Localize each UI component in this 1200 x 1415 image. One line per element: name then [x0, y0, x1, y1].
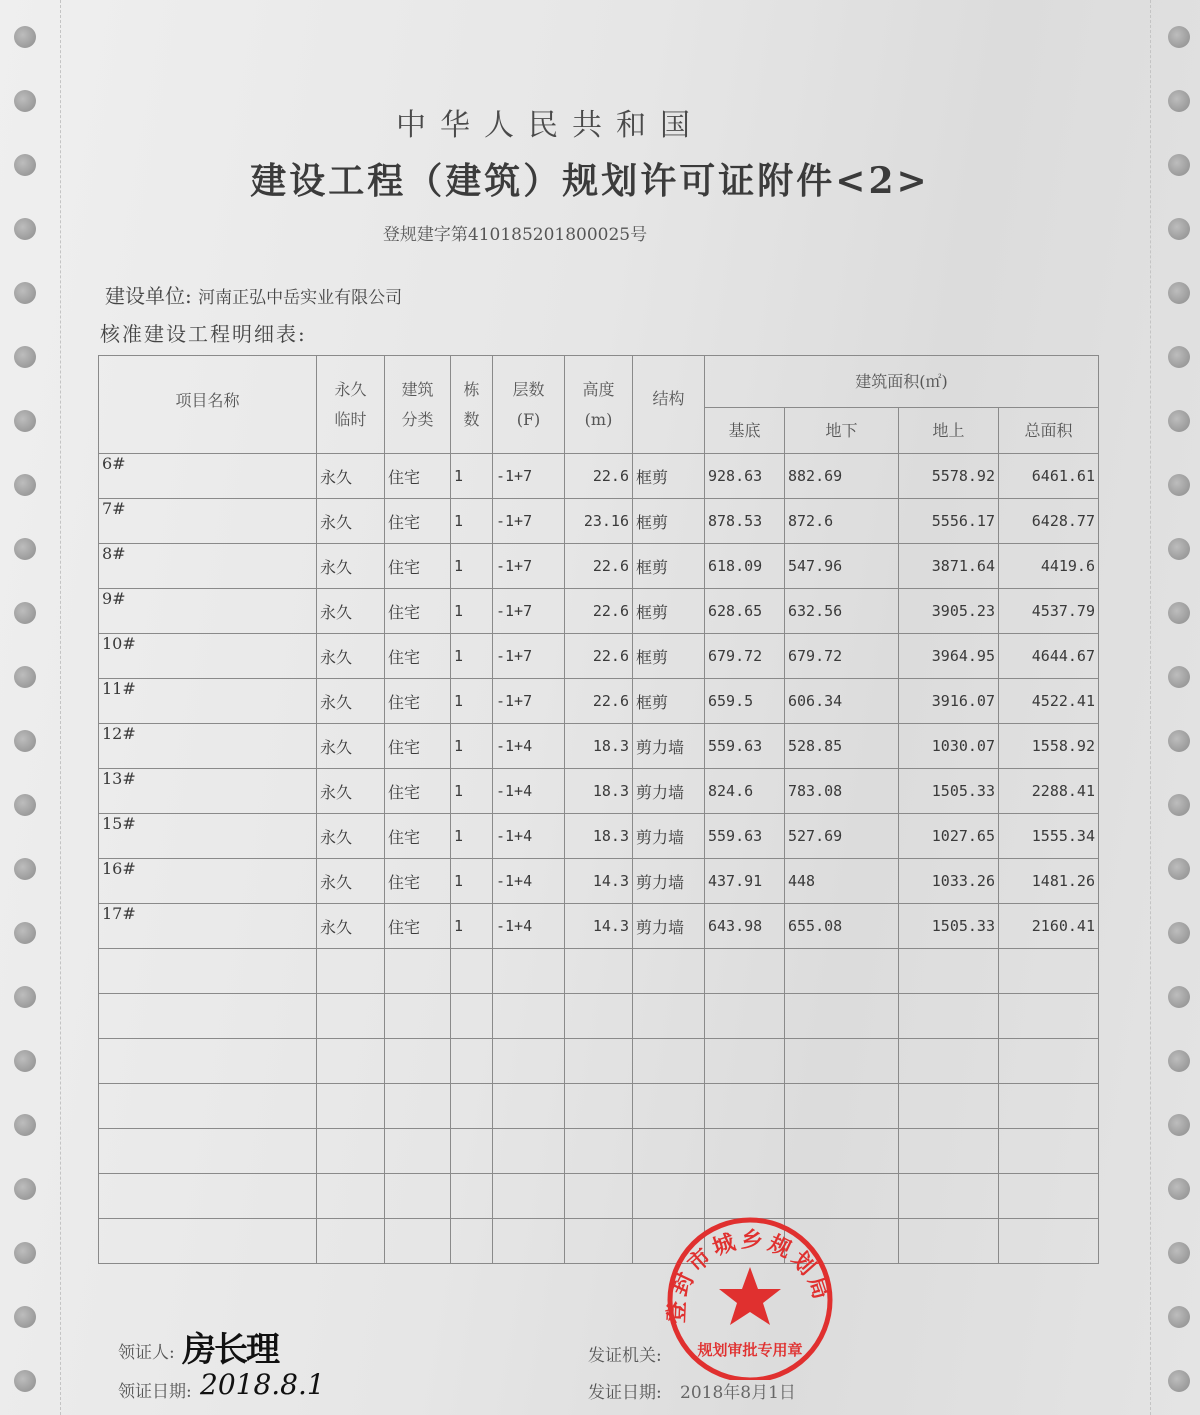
- table-row: [99, 724, 1099, 769]
- cell-floors: -1+7: [493, 454, 565, 499]
- cell-base: 824.6: [705, 769, 785, 814]
- seal-ring-text: 登封市城乡规划局: [664, 1227, 835, 1324]
- document-title: 建设工程（建筑）规划许可证附件<2>: [250, 160, 930, 202]
- tractor-hole: [1168, 1370, 1190, 1392]
- cell-count: 1: [451, 499, 493, 544]
- cell-count: 1: [451, 589, 493, 634]
- empty-cell: [99, 1129, 317, 1174]
- cell-total: 6428.77: [999, 499, 1099, 544]
- cell-height: 23.16: [565, 499, 633, 544]
- cell-above: 3871.64: [899, 544, 999, 589]
- cell-count: 1: [451, 679, 493, 724]
- cell-struct: 剪力墙: [633, 904, 705, 949]
- cell-name: 7#: [99, 499, 317, 544]
- empty-cell: [705, 1129, 785, 1174]
- cell-above: 5578.92: [899, 454, 999, 499]
- empty-cell: [385, 1039, 451, 1084]
- cell-cat: 住宅: [385, 634, 451, 679]
- empty-cell: [385, 1129, 451, 1174]
- table-title: 核准建设工程明细表:: [100, 322, 307, 346]
- cell-name: 9#: [99, 589, 317, 634]
- empty-cell: [317, 1039, 385, 1084]
- project-detail-table: [98, 355, 1099, 1264]
- tractor-hole: [1168, 1242, 1190, 1264]
- empty-cell: [999, 1219, 1099, 1264]
- cell-count: 1: [451, 634, 493, 679]
- cell-base: 618.09: [705, 544, 785, 589]
- cell-height: 18.3: [565, 769, 633, 814]
- tractor-hole: [14, 1114, 36, 1136]
- cell-name: 15#: [99, 814, 317, 859]
- cell-total: 2160.41: [999, 904, 1099, 949]
- cell-total: 4537.79: [999, 589, 1099, 634]
- empty-cell: [999, 994, 1099, 1039]
- cell-struct: 框剪: [633, 634, 705, 679]
- tractor-hole: [1168, 1050, 1190, 1072]
- empty-row: [99, 949, 1099, 994]
- receive-date-label: 领证日期:: [118, 1382, 192, 1402]
- empty-cell: [705, 1084, 785, 1129]
- seal-bottom-text: 规划审批专用章: [697, 1341, 803, 1359]
- empty-cell: [317, 1174, 385, 1219]
- cell-under: 783.08: [785, 769, 899, 814]
- tractor-hole: [14, 794, 36, 816]
- empty-cell: [785, 994, 899, 1039]
- cell-perm: 永久: [317, 724, 385, 769]
- tractor-hole: [1168, 858, 1190, 880]
- cell-struct: 框剪: [633, 679, 705, 724]
- empty-cell: [317, 1129, 385, 1174]
- tractor-hole: [14, 538, 36, 560]
- cell-base: 679.72: [705, 634, 785, 679]
- cell-above: 1505.33: [899, 904, 999, 949]
- empty-cell: [705, 949, 785, 994]
- cell-height: 22.6: [565, 634, 633, 679]
- tractor-hole: [14, 282, 36, 304]
- cell-cat: 住宅: [385, 769, 451, 814]
- cell-total: 4644.67: [999, 634, 1099, 679]
- empty-cell: [385, 949, 451, 994]
- cell-base: 628.65: [705, 589, 785, 634]
- empty-cell: [705, 994, 785, 1039]
- empty-cell: [493, 1219, 565, 1264]
- cell-above: 1033.26: [899, 859, 999, 904]
- table-row: [99, 499, 1099, 544]
- empty-cell: [493, 994, 565, 1039]
- empty-cell: [317, 949, 385, 994]
- cell-base: 878.53: [705, 499, 785, 544]
- cell-under: 547.96: [785, 544, 899, 589]
- col-header-underground: 地下: [785, 408, 899, 454]
- empty-cell: [999, 1129, 1099, 1174]
- official-seal: [655, 1205, 845, 1380]
- cell-perm: 永久: [317, 454, 385, 499]
- cell-count: 1: [451, 814, 493, 859]
- cell-cat: 住宅: [385, 454, 451, 499]
- tractor-hole: [1168, 474, 1190, 496]
- cell-total: 2288.41: [999, 769, 1099, 814]
- tractor-hole: [14, 346, 36, 368]
- empty-row: [99, 1084, 1099, 1129]
- col-header-area-group: 建筑面积(㎡): [705, 356, 1099, 408]
- cell-cat: 住宅: [385, 679, 451, 724]
- cell-floors: -1+7: [493, 634, 565, 679]
- tractor-hole: [1168, 1114, 1190, 1136]
- empty-cell: [999, 949, 1099, 994]
- col-header-aboveground: 地上: [899, 408, 999, 454]
- empty-cell: [493, 1174, 565, 1219]
- cell-perm: 永久: [317, 769, 385, 814]
- cell-height: 22.6: [565, 589, 633, 634]
- empty-row: [99, 994, 1099, 1039]
- table-row: [99, 634, 1099, 679]
- issuer-label: 发证机关:: [588, 1346, 662, 1366]
- cell-count: 1: [451, 454, 493, 499]
- tractor-hole: [14, 1050, 36, 1072]
- col-header-floors: 层数 (F): [493, 356, 565, 454]
- cell-above: 3905.23: [899, 589, 999, 634]
- cell-name: 6#: [99, 454, 317, 499]
- cell-total: 1481.26: [999, 859, 1099, 904]
- cell-under: 679.72: [785, 634, 899, 679]
- tractor-hole: [14, 474, 36, 496]
- cell-base: 437.91: [705, 859, 785, 904]
- receiver-signature: 房长理: [182, 1330, 278, 1370]
- receiver-label: 领证人:: [118, 1343, 175, 1363]
- empty-cell: [493, 1084, 565, 1129]
- cell-floors: -1+7: [493, 499, 565, 544]
- tractor-hole: [1168, 538, 1190, 560]
- cell-above: 3964.95: [899, 634, 999, 679]
- empty-cell: [565, 1174, 633, 1219]
- empty-row: [99, 1129, 1099, 1174]
- cell-cat: 住宅: [385, 544, 451, 589]
- empty-cell: [899, 1129, 999, 1174]
- table-row: [99, 544, 1099, 589]
- cell-under: 527.69: [785, 814, 899, 859]
- empty-cell: [899, 1084, 999, 1129]
- cell-name: 13#: [99, 769, 317, 814]
- col-header-base: 基底: [705, 408, 785, 454]
- empty-cell: [451, 1219, 493, 1264]
- cell-cat: 住宅: [385, 589, 451, 634]
- tractor-hole: [14, 1370, 36, 1392]
- cell-total: 6461.61: [999, 454, 1099, 499]
- empty-cell: [317, 1219, 385, 1264]
- tractor-hole: [1168, 90, 1190, 112]
- table-row: [99, 859, 1099, 904]
- cell-base: 659.5: [705, 679, 785, 724]
- cell-count: 1: [451, 724, 493, 769]
- empty-cell: [565, 1219, 633, 1264]
- empty-cell: [633, 1129, 705, 1174]
- table-row: [99, 904, 1099, 949]
- table-row: [99, 589, 1099, 634]
- cell-struct: 剪力墙: [633, 769, 705, 814]
- cell-total: 1555.34: [999, 814, 1099, 859]
- tractor-hole: [14, 1242, 36, 1264]
- empty-cell: [385, 1084, 451, 1129]
- empty-cell: [899, 1039, 999, 1084]
- tractor-hole: [1168, 218, 1190, 240]
- cell-struct: 剪力墙: [633, 814, 705, 859]
- cell-base: 559.63: [705, 814, 785, 859]
- cell-perm: 永久: [317, 589, 385, 634]
- cell-under: 606.34: [785, 679, 899, 724]
- cell-perm: 永久: [317, 499, 385, 544]
- cell-height: 18.3: [565, 814, 633, 859]
- cell-count: 1: [451, 769, 493, 814]
- empty-cell: [99, 1174, 317, 1219]
- permit-number: 登规建字第410185201800025号: [382, 225, 648, 245]
- cell-floors: -1+4: [493, 859, 565, 904]
- cell-count: 1: [451, 544, 493, 589]
- empty-cell: [451, 1084, 493, 1129]
- cell-height: 18.3: [565, 724, 633, 769]
- empty-cell: [565, 1129, 633, 1174]
- tractor-hole: [14, 858, 36, 880]
- cell-perm: 永久: [317, 679, 385, 724]
- table-row: [99, 814, 1099, 859]
- cell-name: 17#: [99, 904, 317, 949]
- construction-unit: [105, 280, 402, 309]
- cell-above: 1027.65: [899, 814, 999, 859]
- tractor-hole: [14, 410, 36, 432]
- empty-cell: [565, 949, 633, 994]
- tractor-hole: [1168, 26, 1190, 48]
- cell-under: 528.85: [785, 724, 899, 769]
- cell-base: 559.63: [705, 724, 785, 769]
- cell-height: 14.3: [565, 904, 633, 949]
- empty-cell: [999, 1084, 1099, 1129]
- tractor-hole: [1168, 346, 1190, 368]
- country-heading: 中华人民共和国: [396, 108, 704, 143]
- empty-cell: [317, 994, 385, 1039]
- receive-date: 2018.8.1: [200, 1368, 325, 1401]
- cell-floors: -1+4: [493, 904, 565, 949]
- cell-base: 643.98: [705, 904, 785, 949]
- cell-name: 11#: [99, 679, 317, 724]
- cell-struct: 框剪: [633, 544, 705, 589]
- empty-cell: [565, 1084, 633, 1129]
- cell-under: 632.56: [785, 589, 899, 634]
- tractor-hole: [1168, 922, 1190, 944]
- cell-height: 22.6: [565, 454, 633, 499]
- cell-perm: 永久: [317, 544, 385, 589]
- cell-above: 5556.17: [899, 499, 999, 544]
- left-perforation: [60, 0, 63, 1415]
- empty-cell: [99, 1219, 317, 1264]
- cell-name: 16#: [99, 859, 317, 904]
- cell-floors: -1+4: [493, 814, 565, 859]
- tractor-hole: [1168, 410, 1190, 432]
- cell-height: 22.6: [565, 544, 633, 589]
- cell-floors: -1+7: [493, 544, 565, 589]
- empty-cell: [785, 1039, 899, 1084]
- tractor-hole: [14, 1178, 36, 1200]
- empty-cell: [451, 994, 493, 1039]
- cell-above: 1505.33: [899, 769, 999, 814]
- tractor-hole: [1168, 282, 1190, 304]
- col-header-height: 高度 (m): [565, 356, 633, 454]
- cell-struct: 框剪: [633, 454, 705, 499]
- empty-cell: [565, 1039, 633, 1084]
- empty-cell: [451, 1129, 493, 1174]
- empty-cell: [705, 1039, 785, 1084]
- tractor-hole: [14, 1306, 36, 1328]
- empty-cell: [451, 949, 493, 994]
- empty-cell: [899, 994, 999, 1039]
- empty-cell: [99, 994, 317, 1039]
- empty-cell: [633, 1084, 705, 1129]
- empty-cell: [899, 1219, 999, 1264]
- cell-struct: 框剪: [633, 589, 705, 634]
- empty-row: [99, 1219, 1099, 1264]
- cell-perm: 永久: [317, 814, 385, 859]
- tractor-hole: [14, 730, 36, 752]
- table-row: [99, 769, 1099, 814]
- cell-base: 928.63: [705, 454, 785, 499]
- col-header-structure: 结构: [633, 356, 705, 454]
- construction-unit-label: 建设单位:: [105, 284, 192, 308]
- tractor-hole: [14, 986, 36, 1008]
- cell-cat: 住宅: [385, 904, 451, 949]
- cell-perm: 永久: [317, 634, 385, 679]
- empty-cell: [99, 949, 317, 994]
- empty-row: [99, 1174, 1099, 1219]
- cell-height: 22.6: [565, 679, 633, 724]
- cell-cat: 住宅: [385, 814, 451, 859]
- cell-floors: -1+4: [493, 724, 565, 769]
- right-tractor-holes: [1168, 0, 1198, 1415]
- cell-struct: 框剪: [633, 499, 705, 544]
- cell-floors: -1+7: [493, 679, 565, 724]
- empty-cell: [317, 1084, 385, 1129]
- cell-under: 448: [785, 859, 899, 904]
- empty-cell: [385, 994, 451, 1039]
- empty-cell: [999, 1039, 1099, 1084]
- issue-date-label: 发证日期:: [588, 1383, 662, 1403]
- cell-name: 8#: [99, 544, 317, 589]
- tractor-hole: [1168, 986, 1190, 1008]
- empty-cell: [999, 1174, 1099, 1219]
- cell-cat: 住宅: [385, 499, 451, 544]
- empty-row: [99, 1039, 1099, 1084]
- cell-above: 1030.07: [899, 724, 999, 769]
- cell-perm: 永久: [317, 904, 385, 949]
- empty-cell: [493, 1129, 565, 1174]
- empty-cell: [493, 949, 565, 994]
- cell-total: 1558.92: [999, 724, 1099, 769]
- empty-cell: [785, 1084, 899, 1129]
- cell-name: 10#: [99, 634, 317, 679]
- right-perforation: [1150, 0, 1153, 1415]
- cell-total: 4522.41: [999, 679, 1099, 724]
- empty-cell: [385, 1174, 451, 1219]
- cell-total: 4419.6: [999, 544, 1099, 589]
- empty-cell: [385, 1219, 451, 1264]
- col-header-category: 建筑 分类: [385, 356, 451, 454]
- empty-cell: [899, 1174, 999, 1219]
- empty-cell: [633, 994, 705, 1039]
- tractor-hole: [1168, 602, 1190, 624]
- cell-floors: -1+4: [493, 769, 565, 814]
- col-header-name: 项目名称: [99, 356, 317, 454]
- empty-cell: [785, 1129, 899, 1174]
- tractor-hole: [14, 26, 36, 48]
- tractor-hole: [14, 922, 36, 944]
- empty-cell: [899, 949, 999, 994]
- tractor-hole: [14, 602, 36, 624]
- cell-count: 1: [451, 904, 493, 949]
- issue-date: 2018年8月1日: [680, 1383, 796, 1403]
- cell-perm: 永久: [317, 859, 385, 904]
- col-header-count: 栋 数: [451, 356, 493, 454]
- cell-above: 3916.07: [899, 679, 999, 724]
- cell-height: 14.3: [565, 859, 633, 904]
- cell-under: 655.08: [785, 904, 899, 949]
- tractor-hole: [1168, 794, 1190, 816]
- empty-cell: [451, 1174, 493, 1219]
- empty-cell: [493, 1039, 565, 1084]
- empty-cell: [451, 1039, 493, 1084]
- col-header-total: 总面积: [999, 408, 1099, 454]
- empty-cell: [785, 949, 899, 994]
- cell-count: 1: [451, 859, 493, 904]
- tractor-hole: [1168, 1178, 1190, 1200]
- cell-struct: 剪力墙: [633, 859, 705, 904]
- cell-under: 872.6: [785, 499, 899, 544]
- cell-struct: 剪力墙: [633, 724, 705, 769]
- tractor-hole: [1168, 730, 1190, 752]
- left-tractor-holes: [14, 0, 44, 1415]
- empty-cell: [565, 994, 633, 1039]
- cell-cat: 住宅: [385, 724, 451, 769]
- construction-unit-value: 河南正弘中岳实业有限公司: [198, 288, 403, 308]
- cell-under: 882.69: [785, 454, 899, 499]
- tractor-hole: [1168, 666, 1190, 688]
- empty-cell: [99, 1084, 317, 1129]
- cell-floors: -1+7: [493, 589, 565, 634]
- tractor-hole: [1168, 1306, 1190, 1328]
- cell-cat: 住宅: [385, 859, 451, 904]
- tractor-hole: [14, 666, 36, 688]
- empty-cell: [99, 1039, 317, 1084]
- col-header-perm: 永久 临时: [317, 356, 385, 454]
- empty-cell: [633, 949, 705, 994]
- table-row: [99, 454, 1099, 499]
- table-row: [99, 679, 1099, 724]
- cell-name: 12#: [99, 724, 317, 769]
- empty-cell: [633, 1039, 705, 1084]
